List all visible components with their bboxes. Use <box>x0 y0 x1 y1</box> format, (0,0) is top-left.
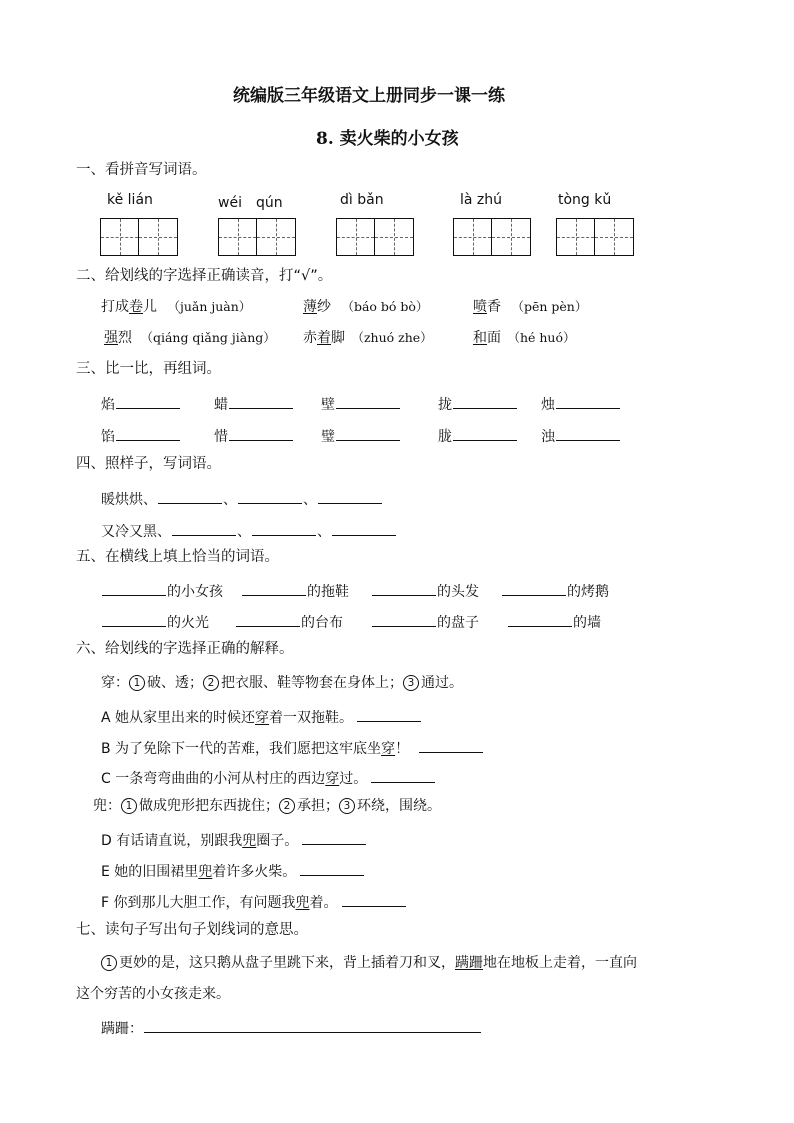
section-7-heading: 七、读句子写出句子划线词的意思。 <box>76 922 308 938</box>
pinyin-4: là zhú <box>460 192 503 208</box>
answer-blank[interactable] <box>502 580 566 596</box>
answer-blank[interactable] <box>556 425 620 441</box>
pinyin-5: tòng kǔ <box>558 192 612 208</box>
sentence-f: F 你到那儿大胆工作，有问题我兜着。 <box>101 891 407 910</box>
fill-row-1: 的小女孩 的拖鞋 的头发 的烤鹅 <box>101 580 609 599</box>
compare-row-1: 焰 蜡 壁 拢 烛 <box>101 393 621 412</box>
writing-grid-3[interactable] <box>336 218 414 256</box>
pronunciation-options[interactable]: （pēn pèn） <box>511 299 588 314</box>
page-title: 统编版三年级语文上册同步一课一练 <box>233 86 505 106</box>
sentence-c: C 一条弯弯曲曲的小河从村庄的西边穿过。 <box>101 767 436 786</box>
pinyin-1: kě lián <box>107 192 153 208</box>
answer-blank[interactable] <box>336 425 400 441</box>
section-2-heading: 二、给划线的字选择正确读音，打“√”。 <box>76 268 333 284</box>
sentence-d: D 有话请直说，别跟我兜圈子。 <box>101 829 367 848</box>
pinyin-3: dì bǎn <box>340 192 384 208</box>
answer-blank[interactable] <box>252 520 316 536</box>
pronunciation-item: 赤着脚 （zhuó zhe） <box>303 330 433 346</box>
reading-sentence: 1 更妙的是，这只鹅从盘子里跳下来，背上插着刀和叉，蹒跚地在地板上走着，一直向 <box>101 955 637 971</box>
writing-grid-4[interactable] <box>453 218 531 256</box>
writing-grid-1[interactable] <box>100 218 178 256</box>
answer-blank[interactable] <box>102 580 166 596</box>
section-4-heading: 四、照样子，写词语。 <box>76 456 221 472</box>
sentence-e: E 她的旧围裙里兜着许多火柴。 <box>101 860 365 879</box>
meaning-answer: 蹒跚： <box>101 1017 482 1036</box>
sentence-a: A 她从家里出来的时候还穿着一双拖鞋。 <box>101 706 422 725</box>
answer-blank[interactable] <box>372 611 436 627</box>
answer-blank[interactable] <box>238 488 302 504</box>
writing-grid-2[interactable] <box>218 218 296 256</box>
dou-definitions: 兜： 1 做成兜形把东西拢住； 2 承担； 3 环绕，围绕。 <box>93 798 441 814</box>
answer-blank[interactable] <box>300 860 364 876</box>
answer-blank[interactable] <box>371 767 435 783</box>
section-6-heading: 六、给划线的字选择正确的解释。 <box>76 641 294 657</box>
pronunciation-options[interactable]: （hé huó） <box>507 330 576 345</box>
pronunciation-item: 和面 （hé huó） <box>473 330 576 346</box>
answer-blank[interactable] <box>453 425 517 441</box>
example-row-2: 又冷又黑、 、 、 <box>101 520 397 539</box>
writing-grid-5[interactable] <box>556 218 634 256</box>
sentence-b: B 为了免除下一代的苦难，我们愿把这牢底坐穿！ <box>101 737 484 756</box>
reading-sentence-continued: 这个穷苦的小女孩走来。 <box>76 986 230 1002</box>
section-3-heading: 三、比一比，再组词。 <box>76 361 221 377</box>
lesson-title: 8. 卖火柴的小女孩 <box>316 129 459 149</box>
answer-blank[interactable] <box>236 611 300 627</box>
chuan-definitions: 穿： 1 破、透； 2 把衣服、鞋等物套在身体上； 3 通过。 <box>101 675 463 691</box>
answer-blank[interactable] <box>342 891 406 907</box>
answer-blank[interactable] <box>229 425 293 441</box>
pronunciation-options[interactable]: （juǎn juàn） <box>167 299 252 314</box>
answer-blank[interactable] <box>332 520 396 536</box>
section-5-heading: 五、在横线上填上恰当的词语。 <box>76 549 279 565</box>
answer-blank[interactable] <box>144 1017 481 1033</box>
answer-blank[interactable] <box>357 706 421 722</box>
answer-blank[interactable] <box>116 393 180 409</box>
pinyin-2: wéi qún <box>218 195 283 211</box>
answer-blank[interactable] <box>453 393 517 409</box>
answer-blank[interactable] <box>116 425 180 441</box>
answer-blank[interactable] <box>229 393 293 409</box>
pronunciation-item: 喷香 （pēn pèn） <box>473 299 588 315</box>
pronunciation-options[interactable]: （qiáng qiǎng jiàng） <box>140 330 276 345</box>
answer-blank[interactable] <box>158 488 222 504</box>
compare-row-2: 馅 惜 璧 胧 浊 <box>101 425 621 444</box>
answer-blank[interactable] <box>242 580 306 596</box>
answer-blank[interactable] <box>556 393 620 409</box>
answer-blank[interactable] <box>336 393 400 409</box>
section-1-heading: 一、看拼音写词语。 <box>76 162 207 178</box>
pronunciation-options[interactable]: （báo bó bò） <box>341 299 429 314</box>
example-row-1: 暖烘烘、 、 、 <box>101 488 383 507</box>
fill-row-2: 的火光 的台布 的盘子 的墙 <box>101 611 601 630</box>
answer-blank[interactable] <box>318 488 382 504</box>
pronunciation-item: 强烈 （qiáng qiǎng jiàng） <box>104 330 276 346</box>
answer-blank[interactable] <box>172 520 236 536</box>
answer-blank[interactable] <box>102 611 166 627</box>
answer-blank[interactable] <box>419 737 483 753</box>
answer-blank[interactable] <box>372 580 436 596</box>
pronunciation-options[interactable]: （zhuó zhe） <box>351 330 433 345</box>
answer-blank[interactable] <box>302 829 366 845</box>
pronunciation-item: 打成卷儿 （juǎn juàn） <box>101 299 252 315</box>
pronunciation-item: 薄纱 （báo bó bò） <box>303 299 429 315</box>
answer-blank[interactable] <box>508 611 572 627</box>
